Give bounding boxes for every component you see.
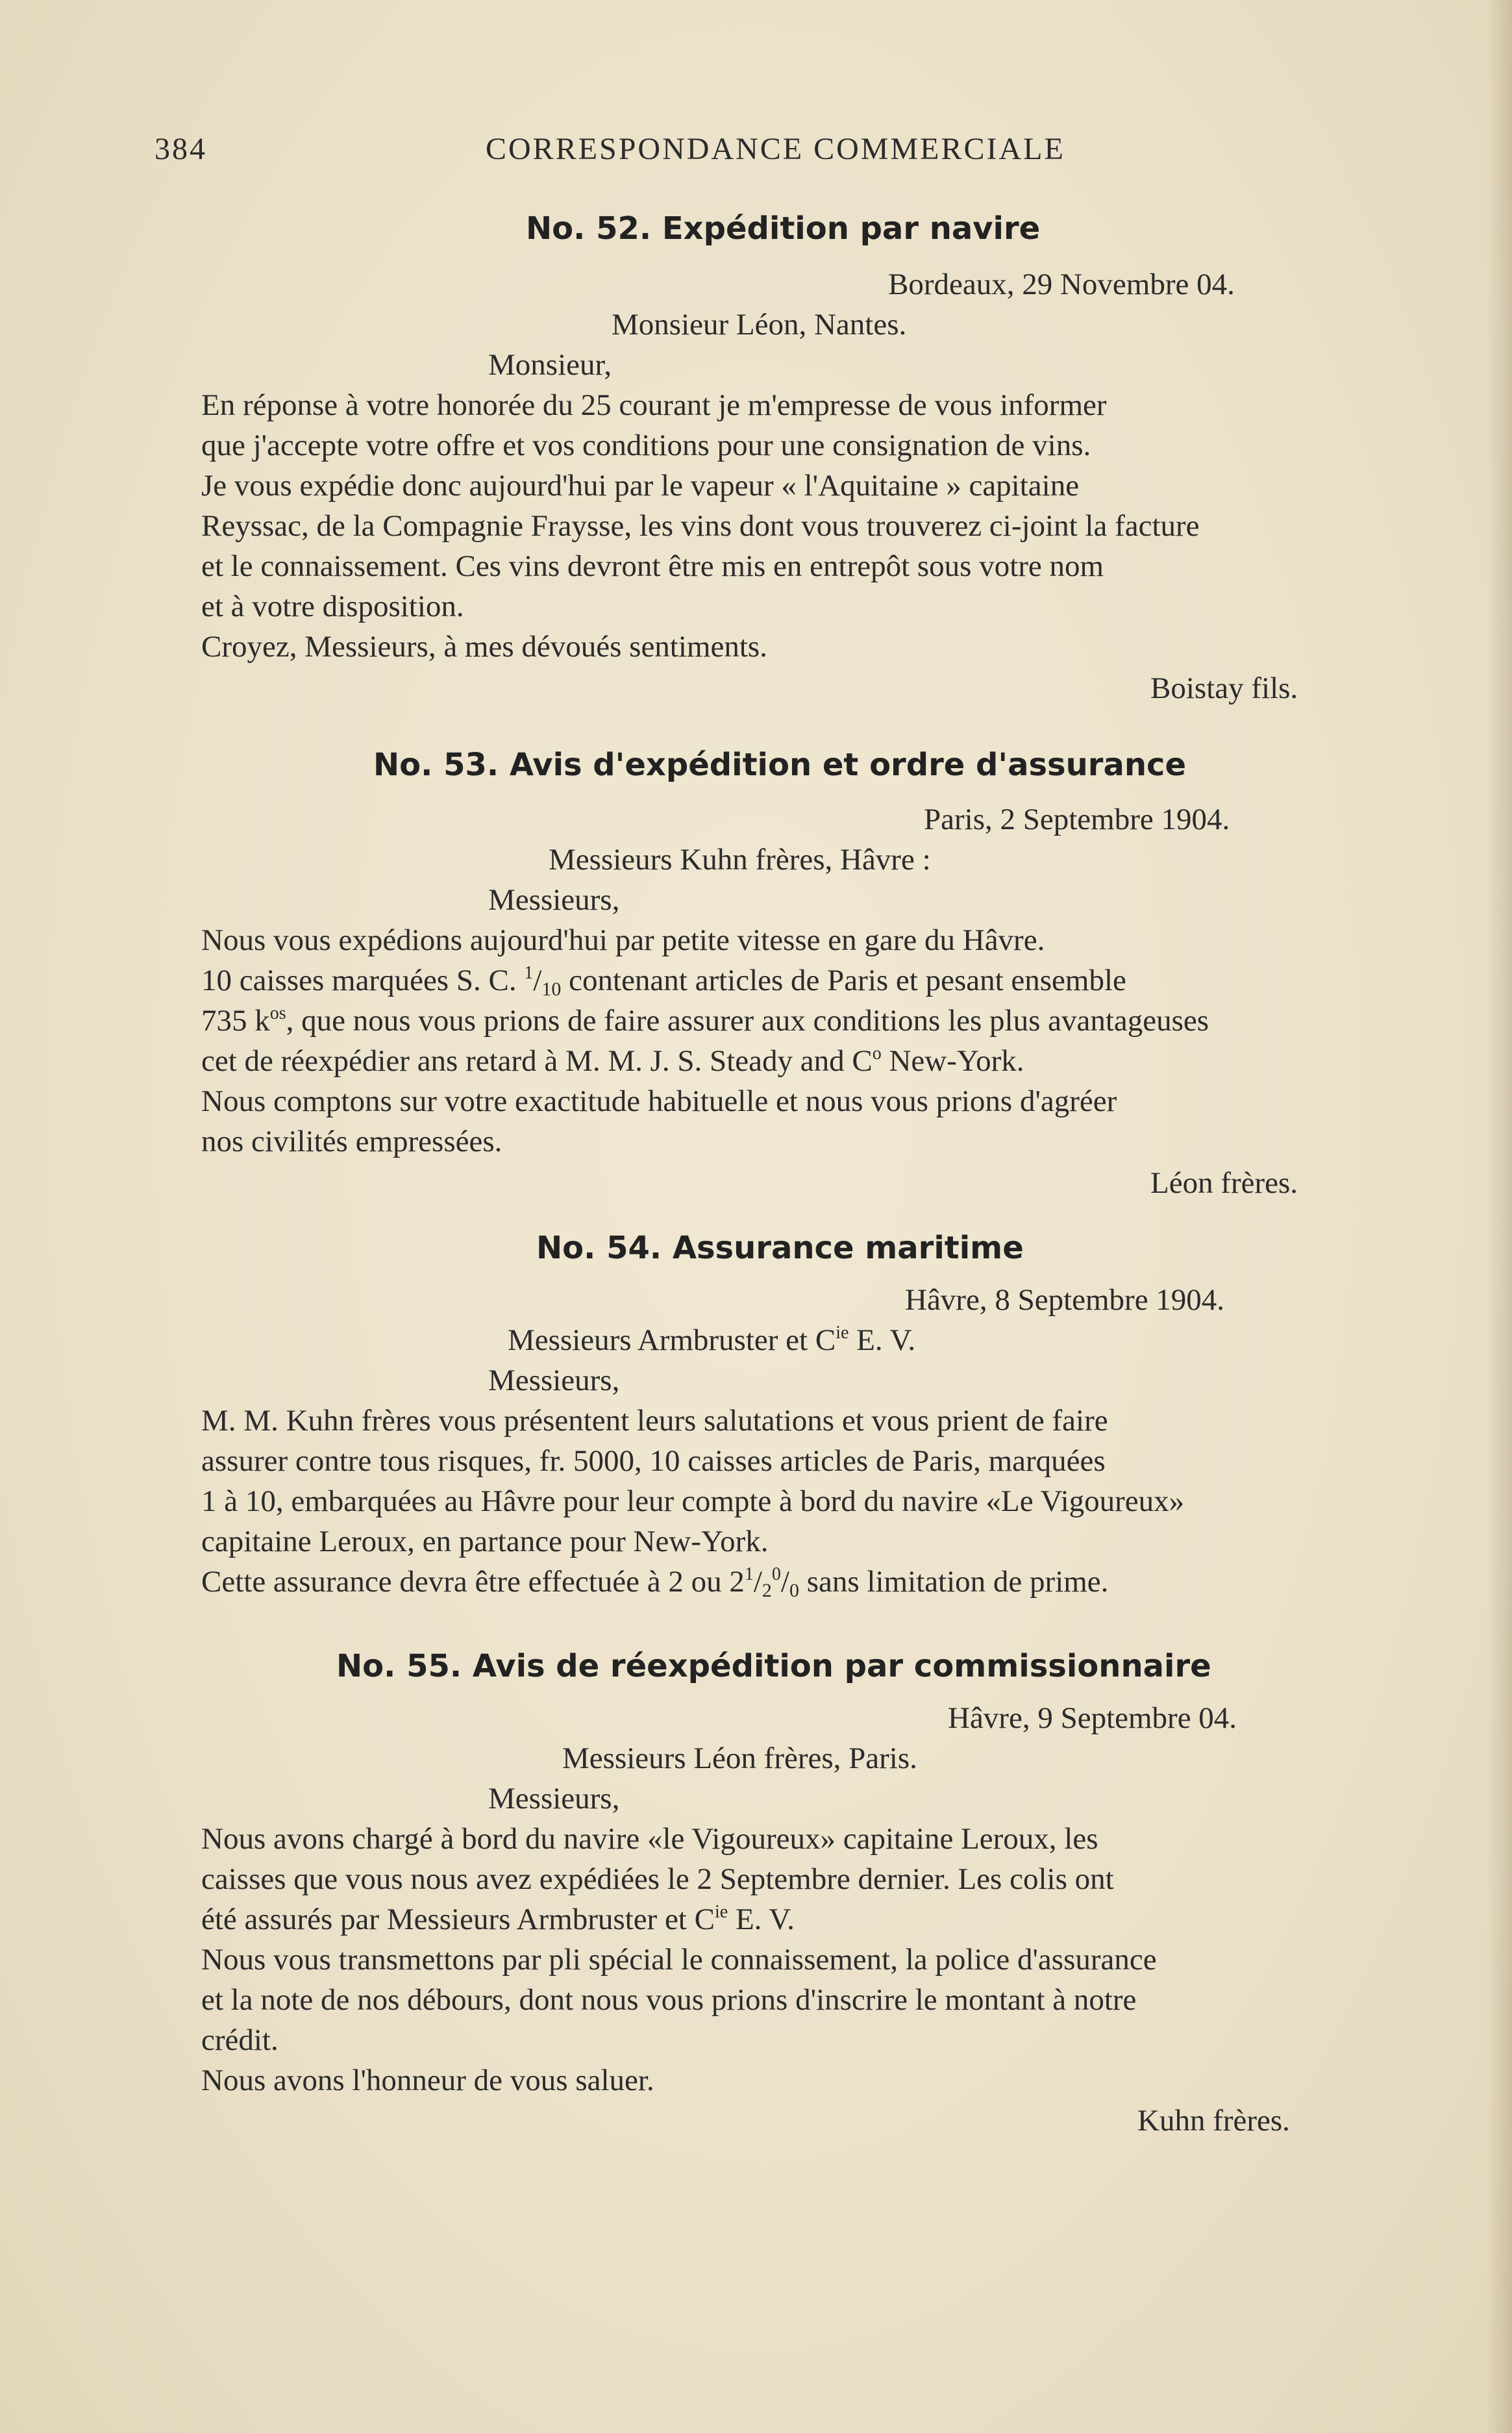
letter-53-line-1: Nous vous expédions aujourd'hui par petite vitesse en gare du Hâvre.: [201, 923, 1045, 957]
letter-53-line-2: 10 caisses marquées S. C. $^1/_{10}$ contenant articles de Paris et pesant ensemble: [201, 963, 1126, 1000]
fraction-numerator: 1: [524, 963, 534, 983]
letter-53-title: No. 53. Avis d'expédition et ordre d'assurance: [373, 747, 1187, 783]
letter-52-signature: Boistay fils.: [1150, 671, 1298, 705]
page-edge-shadow: [1486, 0, 1512, 2433]
letter-55-title: No. 55. Avis de réexpédition par commissionnaire: [336, 1648, 1211, 1684]
running-title: CORRESPONDANCE COMMERCIALE: [486, 132, 1065, 166]
letter-55-line-5: et la note de nos débours, dont nous vous prions d'inscrire le montant à notre: [201, 1983, 1137, 2017]
letter-55-signature: Kuhn frères.: [1137, 2104, 1290, 2138]
letter-53-recipient: Messieurs Kuhn frères, Hâvre :: [549, 843, 931, 877]
letter-52-title: No. 52. Expédition par navire: [526, 210, 1041, 247]
letter-55-line-4: Nous vous transmettons par pli spécial le connaissement, la police d'assurance: [201, 1943, 1157, 1977]
letter-52-line-5: et le connaissement. Ces vins devront être mis en entrepôt sous votre nom: [201, 549, 1104, 583]
letter-54-salutation: Messieurs,: [488, 1364, 620, 1397]
letter-54-line-5: Cette assurance devra être effectuée à 2 ou $2^1/_2^0/_0$ sans limitation de prime.: [201, 1564, 1109, 1601]
letter-54-line-1: M. M. Kuhn frères vous présentent leurs salutations et vous prient de faire: [201, 1404, 1108, 1438]
letter-55-line-3: été assurés par Messieurs Armbruster et $C^{ie}$ E. V.: [201, 1902, 795, 1936]
letter-53-line-3: 735 $k^{os}$, que nous vous prions de faire assurer aux conditions les plus avantageuses: [201, 1003, 1209, 1038]
letter-54-line-2: assurer contre tous risques, fr. 5000, 10 caisses articles de Paris, marquées: [201, 1444, 1106, 1478]
letter-53-line-5: Nous comptons sur votre exactitude habituelle et nous vous prions d'agréer: [201, 1084, 1117, 1118]
letter-53-place-date: Paris, 2 Septembre 1904.: [924, 803, 1230, 836]
letter-54-title: No. 54. Assurance maritime: [536, 1230, 1024, 1266]
letter-52-recipient: Monsieur Léon, Nantes.: [612, 308, 907, 342]
letter-52-line-6: et à votre disposition.: [201, 590, 464, 623]
letter-55-line-1: Nous avons chargé à bord du navire «le Vigoureux» capitaine Leroux, les: [201, 1822, 1098, 1856]
letter-55-place-date: Hâvre, 9 Septembre 04.: [948, 1701, 1237, 1735]
letter-53-line-6: nos civilités empressées.: [201, 1125, 502, 1158]
letter-52-line-4: Reyssac, de la Compagnie Fraysse, les vins dont vous trouverez ci-joint la facture: [201, 509, 1200, 543]
letter-55-recipient: Messieurs Léon frères, Paris.: [562, 1741, 917, 1775]
letter-55-line-7: Nous avons l'honneur de vous saluer.: [201, 2064, 654, 2097]
fraction-denominator: 10: [541, 979, 562, 1000]
letter-52-salutation: Monsieur,: [488, 348, 612, 382]
letter-55-line-6: crédit.: [201, 2023, 279, 2057]
letter-52-place-date: Bordeaux, 29 Novembre 04.: [888, 268, 1235, 301]
page-number: 384: [155, 132, 207, 166]
letter-52-line-7: Croyez, Messieurs, à mes dévoués sentiments.: [201, 630, 767, 664]
letter-53-signature: Léon frères.: [1150, 1166, 1298, 1200]
letter-53-salutation: Messieurs,: [488, 883, 620, 917]
letter-54-recipient: Messieurs Armbruster et $C^{ie}$ E. V.: [508, 1323, 916, 1357]
letter-52-line-3: Je vous expédie donc aujourd'hui par le vapeur « l'Aquitaine » capitaine: [201, 469, 1080, 503]
letter-55-salutation: Messieurs,: [488, 1782, 620, 1815]
letter-54-place-date: Hâvre, 8 Septembre 1904.: [905, 1283, 1225, 1317]
letter-52-line-1: En réponse à votre honorée du 25 courant je m'empresse de vous informer: [201, 388, 1107, 422]
letter-54-line-4: capitaine Leroux, en partance pour New-York.: [201, 1525, 769, 1558]
letter-55-line-2: caisses que vous nous avez expédiées le 2 Septembre dernier. Les colis ont: [201, 1862, 1114, 1896]
letter-54-line-3: 1 à 10, embarquées au Hâvre pour leur compte à bord du navire «Le Vigoureux»: [201, 1484, 1185, 1518]
letter-52-line-2: que j'accepte votre offre et vos conditions pour une consignation de vins.: [201, 429, 1091, 462]
letter-53-line-4: cet de réexpédier ans retard à M. M. J. S. Steady and $C^o$ New-York.: [201, 1043, 1024, 1078]
